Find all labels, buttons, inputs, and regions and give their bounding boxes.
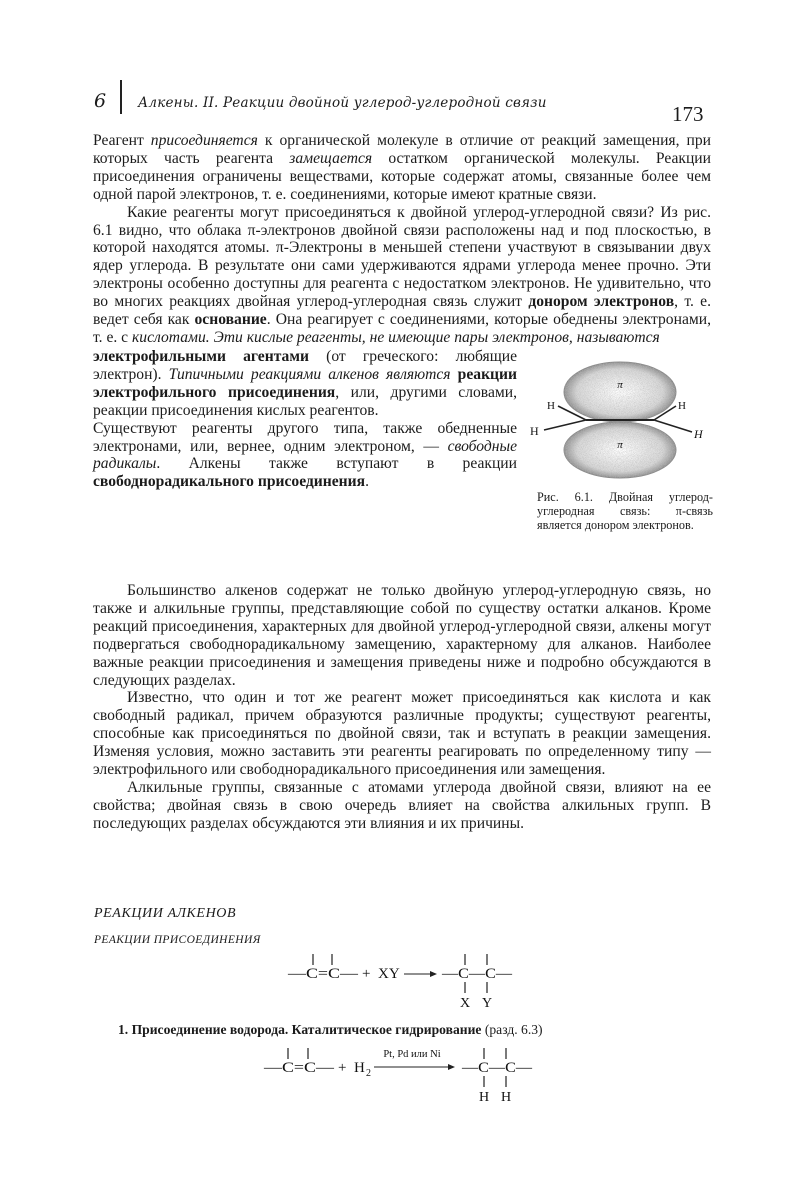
rxn2-product: —C—C—: [460, 1060, 534, 1076]
section-title: РЕАКЦИИ АЛКЕНОВ: [94, 906, 237, 921]
pi-label-top: π: [617, 379, 623, 391]
paragraph-2: Какие реагенты могут присоединяться к двойной углерод-углеродной связи? Из рис. 6.1 видно, что облака π-электронов двойной связи расположены над и под плоскостью, в которой находятся атомы. π-Электроны в меньшей степени участвуют в связывании двух ядер углерода. В результате они сами удерживаются ядрами углерода менее прочно. Эти электроны особенно доступны для реагента с недостатком электронов. Не удивительно, что во многих реакциях двойная углерод-углеродная связь служит донором электронов, т. е. ведет себя как основание. Она реагирует с соединениями, которые обеднены электронами, т. е. с кислотами. Эти кислые реагенты, не имеющие пары электронов, называются: [93, 203, 711, 346]
chapter-title: Алкены. II. Реакции двойной углерод-углеродной связи: [138, 95, 547, 111]
text-block-beside-figure: [93, 348, 517, 491]
h-atom-lower-right: H: [694, 427, 703, 441]
paragraph-3-cont: Существуют реагенты другого типа, также обедненные электронами, или, вернее, одним электроном, — свободные радикалы. Алкены также вступают в реакции свободнорадикального присоединения.: [93, 419, 517, 491]
rxn1-reagent: XY: [378, 966, 400, 982]
text-block-top: [93, 132, 711, 347]
paragraph-1: Реагент присоединяется к органической молекуле в отличие от реакций замещения, при которых часть реагента замещается остатком органической молекулы. Реакции присоединения ограничены веществами, которые содержат атомы, связанные более чем одной парой электронов, т. е. соединениями, которые имеют кратные связи.: [93, 132, 712, 203]
bond-c1-h-lower: [544, 420, 586, 430]
paragraph-4: Большинство алкенов содержат не только двойную углерод-углеродную связь, но также и алкильные группы, представляющие собой по существу остатки алканов. Кроме реакций присоединения, характерных для двойной углерод-углеродной связи, алкены могут подвергаться свободнорадикальному замещению, характерному для алканов. Наиболее важные реакции присоединения и замещения приведены ниже и подробно обсуждаются в следующих разделах.: [93, 582, 711, 689]
rxn2-reagent: H: [354, 1060, 365, 1076]
rxn1-sub-y: Y: [482, 996, 493, 1010]
subsection-title: РЕАКЦИИ ПРИСОЕДИНЕНИЯ: [94, 934, 261, 946]
rxn2-reagent-sub: 2: [366, 1068, 371, 1079]
page-number: 173: [672, 102, 704, 126]
rxn1-plus: +: [362, 966, 371, 982]
general-addition-equation: [280, 948, 520, 1010]
rxn2-plus: +: [338, 1060, 347, 1076]
pi-bond-figure: [528, 350, 714, 500]
chapter-number: 6: [94, 90, 107, 112]
paragraph-2-cont: электрофильными агентами (от греческого: любящие электрон). Типичными реакциями алкенов являются реакции электрофильного присоединения, или, другими словами, реакции присоединения кислых реагентов.: [93, 348, 518, 419]
rxn2-catalyst: Pt, Pd или Ni: [383, 1049, 441, 1060]
rxn1-sub-x: X: [460, 996, 471, 1010]
h-atom-upper-right: H: [678, 400, 686, 412]
paragraph-6: Алкильные группы, связанные с атомами углерода двойной связи, влияют на ее свойства; двойная связь в свою очередь влияет на свойства алкильных групп. В последующих разделах обсуждаются эти влияния и их причины.: [93, 778, 711, 832]
pi-label-bottom: π: [617, 439, 623, 451]
hydrogenation-title: 1. Присоединение водорода. Каталитическое гидрирование (разд. 6.3): [118, 1022, 543, 1037]
rxn2-sub-h1: H: [479, 1090, 490, 1104]
header-divider: [120, 80, 122, 114]
text-block-bottom: [93, 582, 711, 833]
rxn1-reactant: —C=C—: [286, 966, 360, 982]
h-atom-upper-left: H: [547, 400, 555, 412]
rxn2-reactant: —C=C—: [262, 1060, 336, 1076]
paragraph-5: Известно, что один и тот же реагент может присоединяться как кислота и как свободный радикал, причем образуются различные продукты; существуют реагенты, способные как присоединяться по двойной связи, так и вступать в реакции замещения. Изменяя условия, можно заставить эти реагенты реагировать по определенному типу — электрофильного или свободнорадикального присоединения или замещения.: [93, 689, 711, 779]
running-header: [92, 90, 712, 130]
rxn2-sub-h2: H: [501, 1090, 512, 1104]
h-atom-lower-left: H: [530, 424, 539, 438]
figure-caption: Рис. 6.1. Двойная углерод-углеродная связь: π-связь является донором электронов.: [537, 490, 713, 532]
pi-cloud-top-grain: [564, 362, 676, 422]
rxn1-product: —C—C—: [440, 966, 514, 982]
hydrogenation-equation: [262, 1042, 542, 1104]
